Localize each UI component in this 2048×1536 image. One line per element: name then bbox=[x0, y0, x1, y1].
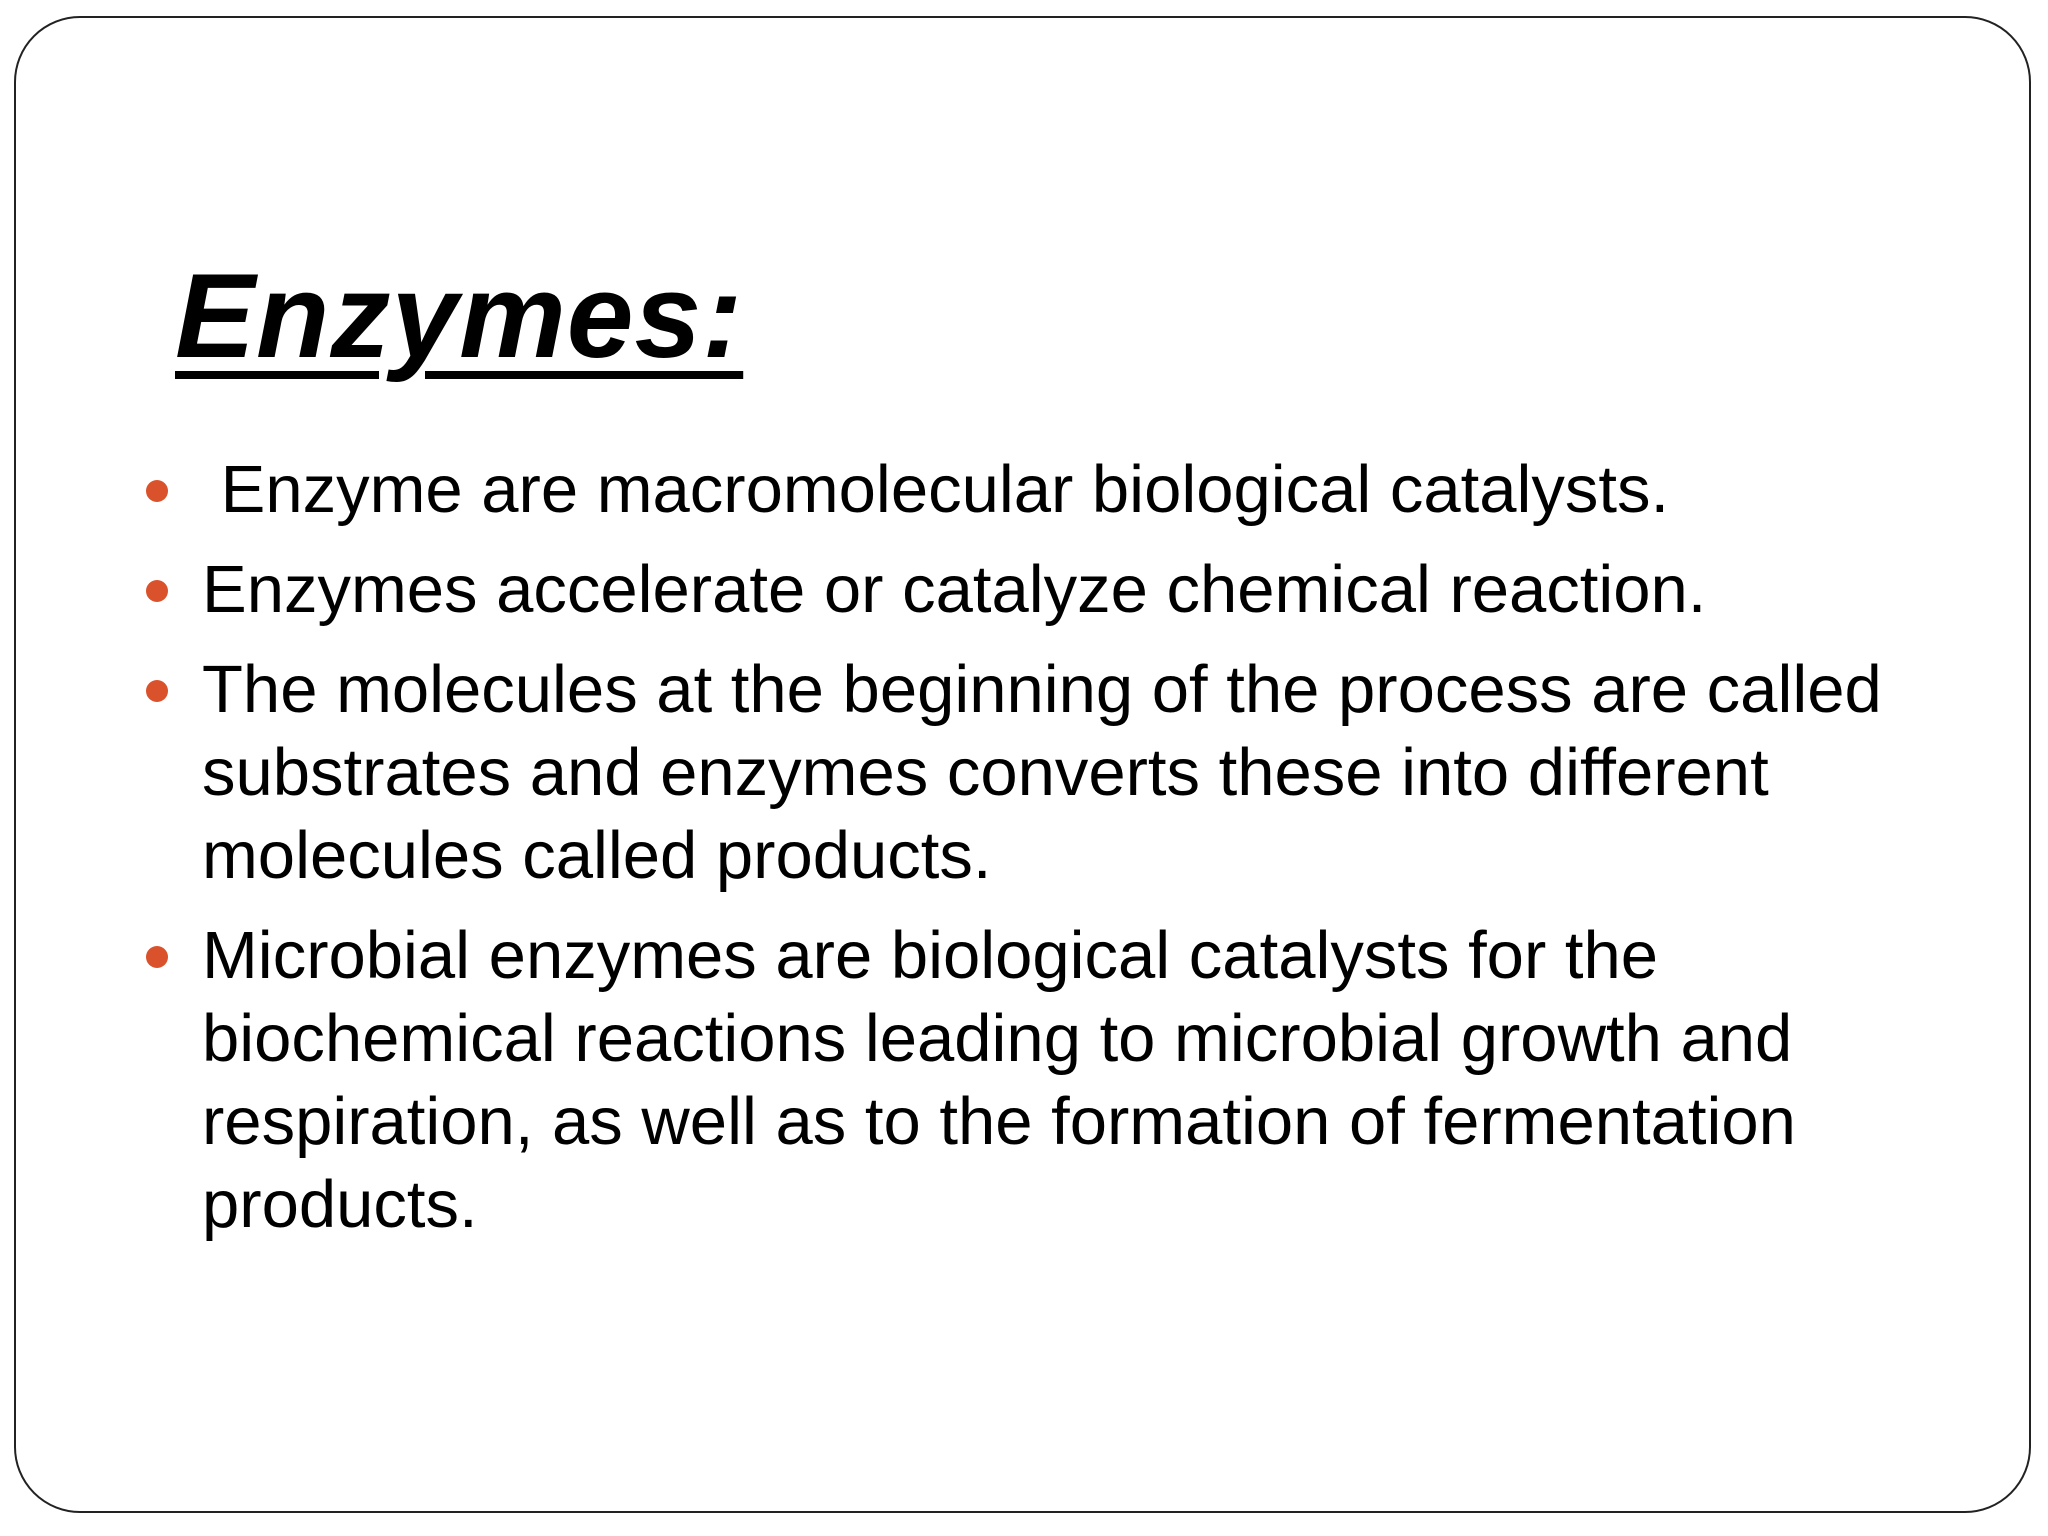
bullet-text: The molecules at the beginning of the process are called substrates and enzymes converts these into different molecules called products. bbox=[202, 652, 1901, 893]
bullet-text: Microbial enzymes are biological catalysts for the biochemical reactions leading to microbial growth and respiration, as well as to the formation of fermentation products. bbox=[202, 918, 1815, 1242]
bullet-text: Enzyme are macromolecular biological catalysts. bbox=[202, 452, 1670, 527]
bullet-dot-icon bbox=[146, 680, 168, 702]
bullet-text: Enzymes accelerate or catalyze chemical reaction. bbox=[202, 552, 1707, 627]
bullet-item bbox=[134, 914, 1984, 1246]
bullet-dot-icon bbox=[146, 480, 168, 502]
slide-title: Enzymes: bbox=[175, 249, 744, 383]
slide-frame bbox=[14, 16, 2031, 1513]
bullet-dot-icon bbox=[146, 580, 168, 602]
bullet-list bbox=[134, 448, 1984, 1263]
bullet-item bbox=[134, 548, 1984, 631]
bullet-item bbox=[134, 448, 1984, 531]
bullet-dot-icon bbox=[146, 946, 168, 968]
bullet-item bbox=[134, 648, 1984, 897]
